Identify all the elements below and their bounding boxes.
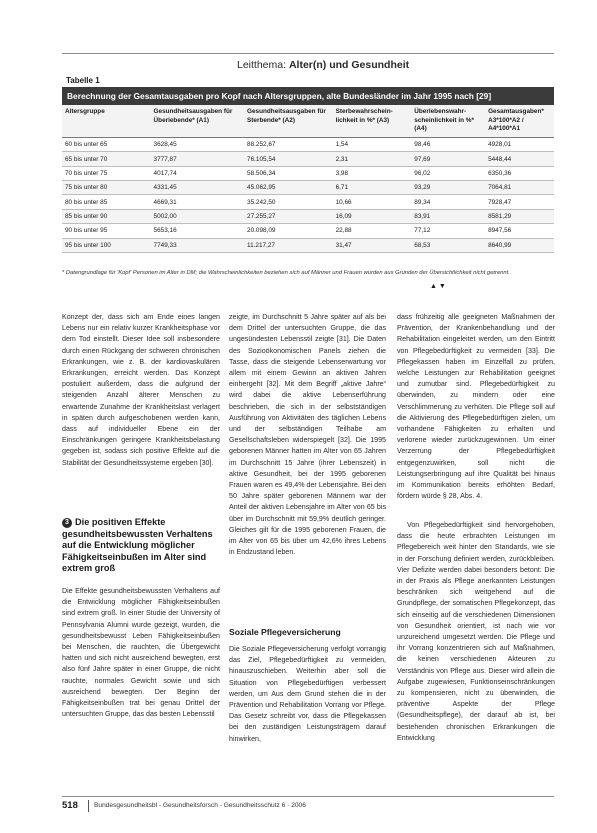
table-cell: 27.255,27 xyxy=(244,209,333,223)
running-header xyxy=(237,59,554,71)
table-cell: 10,66 xyxy=(333,195,412,209)
table-header-row xyxy=(62,105,554,137)
table-cell: 5653,16 xyxy=(151,224,244,238)
column-header: Altersgruppe xyxy=(62,105,151,137)
column-3-bottom xyxy=(397,520,555,788)
table-cell: 11.217,27 xyxy=(244,238,333,252)
table-label: Tabelle 1 xyxy=(66,76,100,85)
table-cell: 1,54 xyxy=(333,137,412,151)
table-cell: 35.242,50 xyxy=(244,195,333,209)
paragraph: Die Soziale Pflegeversicherung verfolgt vorrangig das Ziel, Pflegebedürftigkeit zu vermeiden, hinauszuschieben. Weiterhin aber soll die Situation von Pflegebedürftigen verbessert werden, um Aus dem Grund stehen die in der Prävention und Rehabilitation Vorrang vor Pflege. Das Gesetz schreibt vor, dass die Pflegekassen bei den zuständigen Leistungsträgern darauf hinwirken, xyxy=(229,645,386,743)
table-cell: 8947,56 xyxy=(485,224,554,238)
table-cell: 8640,99 xyxy=(485,238,554,252)
table-cell: 77,12 xyxy=(411,224,485,238)
column-header: Gesundheitsausgaben für Sterbende* (A2) xyxy=(244,105,333,137)
table-cell: 93,29 xyxy=(411,181,485,195)
footer-citation: Bundesgesundheitsbl - Gesundheitsforsch - Gesundheitsschutz 6 · 2006 xyxy=(94,802,306,809)
table-cell: 4331,45 xyxy=(151,181,244,195)
table-cell: 3777,87 xyxy=(151,152,244,166)
table-cell: 85 bis unter 90 xyxy=(62,209,151,223)
footnote-mark: ▲ ▼ xyxy=(430,283,446,290)
column-header: Überlebenswahr-scheinlichkeit in %* (A4) xyxy=(411,105,485,137)
table-cell: 5448,44 xyxy=(485,152,554,166)
paragraph: dass frühzeitig alle geeigneten Maßnahmen der Prävention, der Krankenbehandlung und der Rehabilitation eingeleitet werden, um den Eintritt von Pflegebedürftigkeit zu vermeiden [33]. Die Pflegekassen haben im Einzelfall zu prüfen, welche Leistungen zur Rehabilitation geeignet und zumutbar sind. Pflegebedürftigkeit zu überwinden, zu mindern oder eine Verschlimmerung zu verhüten. Die Pflege soll auf die Aktivierung des Pflegebedürftigen zielen, um vorhandene Fähigkeiten zu erhalten und verlorene wieder zurückzugewinnen. Um einer Verzerrung der Pflegebedürftigkeit entgegenzuwirken, soll nicht die Leistungserbringung auf ihre Qualität bei hinaus im Kommunikation bereits erhöhten Bedarf, fördern würde § 28, Abs. 4. xyxy=(397,313,555,501)
table-row xyxy=(62,224,554,238)
table-cell: 68,53 xyxy=(411,238,485,252)
table-cell: 4669,31 xyxy=(151,195,244,209)
subheading: Soziale Pflegeversicherung xyxy=(229,627,341,637)
table-cell: 96,02 xyxy=(411,166,485,180)
table-cell: 8581,29 xyxy=(485,209,554,223)
table-cell: 70 bis unter 75 xyxy=(62,166,151,180)
section-heading-text: Die positiven Effekte gesundheitsbewussten Verhaltens auf die Entwicklung möglicher Fähigkeitseinbußen im Alter sind extrem groß xyxy=(62,517,213,573)
table-cell: 5002,00 xyxy=(151,209,244,223)
header-title-bold: Alter(n) und Gesundheit xyxy=(288,59,410,71)
column-1-top xyxy=(62,312,220,510)
column-header: Gesundheitsausgaben für Überlebende* (A1) xyxy=(151,105,244,137)
table-cell: 65 bis unter 70 xyxy=(62,152,151,166)
table-cell: 4017,74 xyxy=(151,166,244,180)
table-cell: 89,34 xyxy=(411,195,485,209)
section-heading xyxy=(62,517,220,575)
data-table-block xyxy=(62,87,554,253)
table-cell: 7064,81 xyxy=(485,181,554,195)
column-1-bottom xyxy=(62,586,220,786)
paragraph: Konzept der, dass sich am Ende eines langen Lebens nur ein relativ kurzer Krankheitsphase vor dem Tod einstellt. Dieser Idee soll insbesondere durch einen Rückgang der schweren chronischen Erkrankungen, wie z. B. der kardiovaskulären Erkrankungen, erreicht werden. Das Konzept postuliert außerdem, dass die aufgrund der steigenden Anzahl älterer Menschen zu erwartende Zunahme der Krankheitslast verlagert in späten durch aufgeschobenen werden kann, dass auf individueller Ebene ein der Einschränkungen geringere Krankheitsbelastung gegeben ist, sodass sich positive Effekte auf die Stabilität der Gesundheitssysteme ergeben [30]. xyxy=(62,313,220,467)
table-title: Berechnung der Gesamtausgaben pro Kopf nach Altersgruppen, alte Bundesländer im Jahr 1995 nach [29] xyxy=(62,87,554,105)
footer-rule xyxy=(62,796,554,797)
table-row xyxy=(62,238,554,252)
table-cell: 90 bis unter 95 xyxy=(62,224,151,238)
column-header: Gesamtausgaben* A3*100*A2 / A4*100*A1 xyxy=(485,105,554,137)
table-cell: 98,46 xyxy=(411,137,485,151)
table-cell: 7928,47 xyxy=(485,195,554,209)
table-cell: 3628,45 xyxy=(151,137,244,151)
footer-divider xyxy=(88,800,89,812)
column-header: Sterbewahrschein-lichkeit in %* (A3) xyxy=(333,105,412,137)
paragraph: zeigte, im Durchschnitt 5 Jahre später auf als bei dem Drittel der untersuchten Gruppe, die das ungesündesten Lebensstil zeigte [31]. Die Daten des Sozioökonomischen Panels ziehen die Tasse, dass die steigende Lebenserwartung vor allem mit einem Gewinn an aktiven Jahren einhergeht [32]. Mit dem Begriff „aktive Jahre“ wird dabei die aktive Lebenserführung beschrieben, die sich in der selbstständigen Ausführung von Aktivitäten des täglichen Lebens und der selbständigen Teilhabe am Gesellschaftsleben widerspiegelt [32]. Die 1995 geborenen Männer hatten im Alter von 65 Jahren im Durchschnitt 15 Jahre (ihrer Lebenszeit) in aktive Gesundheit, bei der 1995 geborenen Frauen waren es 49,4% der Lebensjahre. Bei den 50 Jahre später geborenen Männern war der Anteil der aktiven Lebensjahre im Alter von 65 bis über im Durchschnitt mit 59,9% deutlich geringer. Gleiches gilt für die 1995 geborenen Frauen, die im Alter von 65 bis über um 42,6% ihres Lebens in Endzustand leben. xyxy=(229,313,386,557)
column-3-top xyxy=(397,312,555,512)
table-cell: 22,88 xyxy=(333,224,412,238)
table-cell: 88.252,67 xyxy=(244,137,333,151)
table-row xyxy=(62,209,554,223)
paragraph: Von Pflegebedürftigkeit sind hervorgehoben, dass die heute erbrachten Leistungen im Pflegebereich weit hinter den Standards, wie sie in der Forschung definiert werden, zurückbleiben. Vier Defizite werden dabei besonders betont: Die in der Praxis als Pflege anerkannten Leistungen beschränken sich weitgehend auf die Grundpflege, der somatischen Pflegekonzept, das sich einseitig auf die verschiedenen Dimensionen von Gesundheit orientiert, ist nach wie vor unzureichend umgesetzt werden. Die Pflege und ihr Vorrang konzentrieren sich auf Maßnahmen, die keinen verschiedenen Akteuren zu Verständnis von Pflege aus. Dieser wird allein die Aufgabe zugewiesen, Funktionseinschränkungen zu kompensieren, nicht zu überwinden, die präventive Aspekte der Pflege (Gesundheitspflege), der darauf ab ist, bei bestehenden chronischen Erkrankungen die Entwicklung xyxy=(397,521,555,742)
table-cell: 75 bis unter 80 xyxy=(62,181,151,195)
data-table xyxy=(62,105,554,253)
table-cell: 3,98 xyxy=(333,166,412,180)
page-number: 518 xyxy=(62,800,78,811)
table-cell: 76.105,54 xyxy=(244,152,333,166)
table-cell: 31,47 xyxy=(333,238,412,252)
column-2-top xyxy=(229,312,386,618)
table-cell: 6350,36 xyxy=(485,166,554,180)
table-row xyxy=(62,152,554,166)
table-cell: 6,71 xyxy=(333,181,412,195)
table-cell: 58.506,34 xyxy=(244,166,333,180)
section-number-badge: 3 xyxy=(62,518,72,528)
table-cell: 16,09 xyxy=(333,209,412,223)
column-2-bottom xyxy=(229,644,386,789)
header-title-light: Leitthema: xyxy=(237,59,289,71)
header-rule xyxy=(62,53,554,54)
table-row xyxy=(62,166,554,180)
table-row xyxy=(62,137,554,151)
table-cell: 2,31 xyxy=(333,152,412,166)
table-cell: 80 bis unter 85 xyxy=(62,195,151,209)
table-row xyxy=(62,195,554,209)
table-cell: 4928,01 xyxy=(485,137,554,151)
table-cell: 60 bis unter 65 xyxy=(62,137,151,151)
table-footnote: * Datengrundlage für 'Kopf' Personen im Alter in DM; die Wahrscheinlichkeiten beziehen sich auf Männer und Frauen wurden aus Gründen der Übersichtlichkeit nicht getrennt. xyxy=(62,270,510,276)
paragraph: Die Effekte gesundheitsbewussten Verhaltens auf die Entwicklung möglicher Fähigkeitseinbußen sind extrem groß. In einer Studie der University of Pennsylvania Alumni wurde gezeigt, wurden, die gesundheitsbewusst Leben Fähigkeitseinbußen bei Menschen, die rauchten, die Übergewicht hatten und sich nicht ausreichend bewegten, erst also fünf Jahre später in einer Gruppe, die nicht rauchte, normales Gewicht sowie und sich ausreichend bewegten. Der Beginn der Fähigkeitseinbußen trat bei genau Drittel der untersuchten Gruppe, das das besten Lebensstil xyxy=(62,587,220,719)
table-cell: 20.098,09 xyxy=(244,224,333,238)
table-cell: 95 bis unter 100 xyxy=(62,238,151,252)
table-cell: 45.062,95 xyxy=(244,181,333,195)
table-cell: 83,91 xyxy=(411,209,485,223)
table-cell: 7749,33 xyxy=(151,238,244,252)
table-row xyxy=(62,181,554,195)
table-cell: 97,69 xyxy=(411,152,485,166)
